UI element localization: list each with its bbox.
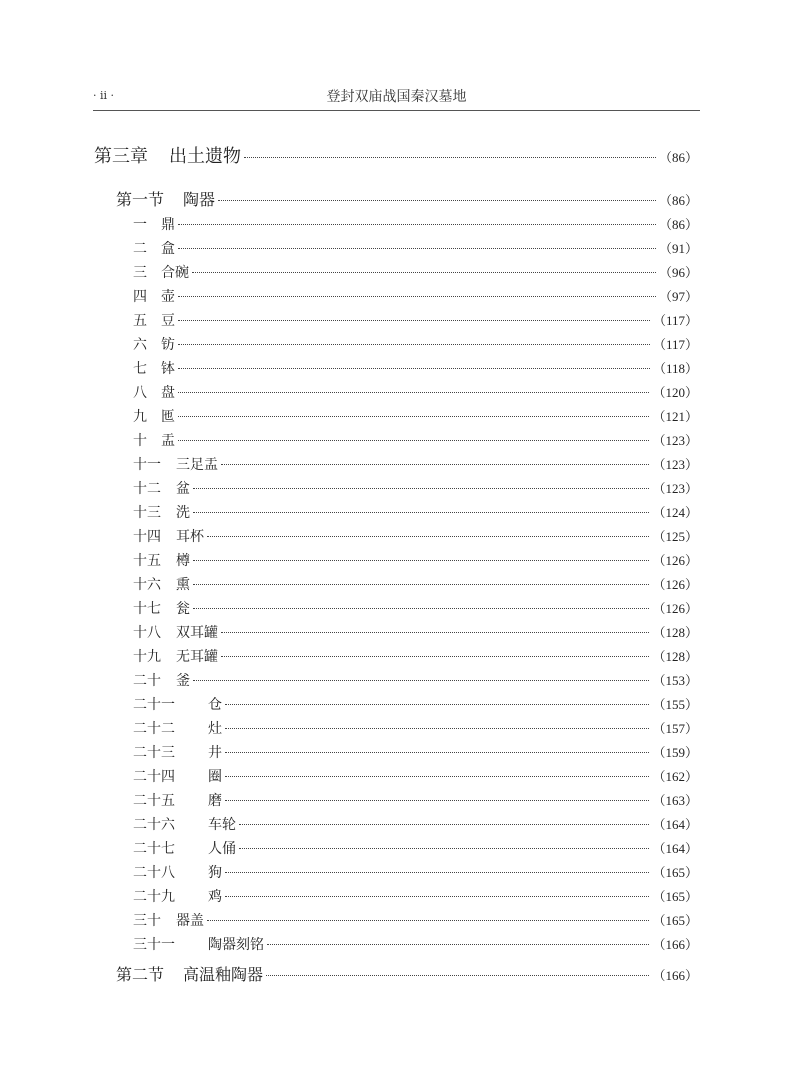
toc-item[interactable] [133, 646, 698, 666]
item-number: 二十 [133, 673, 161, 689]
item-number: 十九 [133, 649, 161, 665]
toc-section-2[interactable] [116, 962, 698, 985]
dot-leader [207, 536, 649, 537]
toc-item[interactable] [133, 910, 698, 930]
page-ref: （124） [652, 505, 698, 520]
dot-leader [207, 920, 649, 921]
toc-item[interactable] [133, 862, 698, 882]
page-ref: （120） [652, 385, 698, 400]
item-title: 车轮 [208, 817, 236, 833]
item-title: 灶 [208, 721, 222, 737]
toc-item[interactable] [133, 838, 698, 858]
dot-leader [225, 728, 649, 729]
dot-leader [239, 848, 649, 849]
toc-item[interactable] [133, 262, 698, 282]
dot-leader [266, 975, 649, 976]
toc-item[interactable] [133, 286, 698, 306]
item-title: 器盖 [176, 913, 204, 929]
item-number: 二十九 [133, 889, 175, 905]
toc-item[interactable] [133, 502, 698, 522]
page-ref: （126） [652, 601, 698, 616]
item-title: 盆 [176, 481, 190, 497]
dot-leader [225, 800, 649, 801]
dot-leader [193, 488, 649, 489]
toc-item[interactable] [133, 718, 698, 738]
item-number: 三十 [133, 913, 161, 929]
page-ref: （97） [658, 289, 698, 304]
item-number: 一 [133, 217, 147, 233]
item-title: 耳杯 [176, 529, 204, 545]
toc-item[interactable] [133, 694, 698, 714]
page-ref: （155） [652, 697, 698, 712]
dot-leader [267, 944, 649, 945]
toc-item[interactable] [133, 358, 698, 378]
toc-item[interactable] [133, 814, 698, 834]
section-number: 第一节 [116, 190, 165, 209]
dot-leader [225, 872, 649, 873]
item-number: 十七 [133, 601, 161, 617]
dot-leader [178, 248, 656, 249]
item-title: 仓 [208, 697, 222, 713]
item-number: 十八 [133, 625, 161, 641]
item-title: 井 [208, 745, 222, 761]
toc-item[interactable] [133, 526, 698, 546]
dot-leader [244, 157, 656, 158]
dot-leader [193, 584, 649, 585]
dot-leader [178, 440, 649, 441]
dot-leader [178, 392, 649, 393]
item-title: 熏 [176, 577, 190, 593]
dot-leader [221, 632, 649, 633]
item-title: 鼎 [161, 217, 175, 233]
item-title: 盘 [161, 385, 175, 401]
toc-item[interactable] [133, 622, 698, 642]
toc-item[interactable] [133, 742, 698, 762]
page-ref: （164） [652, 841, 698, 856]
toc-item[interactable] [133, 238, 698, 258]
item-title: 壶 [161, 289, 175, 305]
toc-item[interactable] [133, 574, 698, 594]
page-ref: （166） [652, 937, 698, 952]
item-title: 人俑 [208, 841, 236, 857]
item-number: 二十八 [133, 865, 175, 881]
item-title: 樽 [176, 553, 190, 569]
page-ref: （123） [652, 457, 698, 472]
item-number: 十一 [133, 457, 161, 473]
item-number: 九 [133, 409, 147, 425]
dot-leader [193, 512, 649, 513]
item-number: 七 [133, 361, 147, 377]
page-ref: （86） [658, 150, 698, 165]
dot-leader [225, 704, 649, 705]
page-ref: （126） [652, 553, 698, 568]
dot-leader [178, 344, 650, 345]
item-title: 鸡 [208, 889, 222, 905]
page-ref: （126） [652, 577, 698, 592]
item-number: 二十五 [133, 793, 175, 809]
item-number: 八 [133, 385, 147, 401]
item-number: 二 [133, 241, 147, 257]
section-title: 高温釉陶器 [183, 965, 264, 984]
item-title: 三足盂 [176, 457, 218, 473]
toc-item[interactable] [133, 670, 698, 690]
item-title: 钵 [161, 361, 175, 377]
section-title: 陶器 [183, 190, 216, 209]
item-title: 瓮 [176, 601, 190, 617]
page-ref: （165） [652, 889, 698, 904]
dot-leader [193, 680, 649, 681]
page-ref: （163） [652, 793, 698, 808]
toc-item[interactable] [133, 382, 698, 402]
item-number: 十三 [133, 505, 161, 521]
page-ref: （159） [652, 745, 698, 760]
toc-item[interactable] [133, 406, 698, 426]
page-ref: （162） [652, 769, 698, 784]
item-title: 钫 [161, 337, 175, 353]
item-title: 狗 [208, 865, 222, 881]
dot-leader [225, 776, 649, 777]
page-ref: （123） [652, 481, 698, 496]
toc-item[interactable] [133, 790, 698, 810]
item-number: 二十一 [133, 697, 175, 713]
item-number: 十六 [133, 577, 161, 593]
page-number: · ii · [93, 89, 115, 102]
dot-leader [225, 896, 649, 897]
page-ref: （91） [658, 241, 698, 256]
item-number: 二十七 [133, 841, 175, 857]
item-title: 匜 [161, 409, 175, 425]
page-ref: （157） [652, 721, 698, 736]
dot-leader [178, 368, 650, 369]
item-number: 二十六 [133, 817, 175, 833]
item-number: 十四 [133, 529, 161, 545]
item-number: 十五 [133, 553, 161, 569]
toc-item[interactable] [133, 214, 698, 234]
page-ref: （153） [652, 673, 698, 688]
book-title: 登封双庙战国秦汉墓地 [326, 89, 467, 105]
page-ref: （164） [652, 817, 698, 832]
dot-leader [178, 416, 649, 417]
page-ref: （166） [652, 968, 698, 983]
item-title: 豆 [161, 313, 175, 329]
item-title: 磨 [208, 793, 222, 809]
item-title: 无耳罐 [176, 649, 218, 665]
item-number: 六 [133, 337, 147, 353]
page-ref: （118） [652, 361, 698, 376]
section-number: 第二节 [116, 965, 165, 984]
chapter-title: 出土遗物 [169, 146, 241, 167]
toc-item[interactable] [133, 766, 698, 786]
dot-leader [221, 656, 649, 657]
item-title: 盂 [161, 433, 175, 449]
dot-leader [178, 224, 656, 225]
toc-item[interactable] [133, 478, 698, 498]
page-ref: （165） [652, 913, 698, 928]
toc-item[interactable] [133, 934, 698, 954]
item-title: 盒 [161, 241, 175, 257]
item-number: 十 [133, 433, 147, 449]
dot-leader [218, 200, 656, 201]
toc-chapter-3[interactable] [94, 142, 698, 168]
page-ref: （96） [658, 265, 698, 280]
page-ref: （128） [652, 649, 698, 664]
page-ref: （165） [652, 865, 698, 880]
item-title: 合碗 [161, 265, 189, 281]
dot-leader [192, 272, 656, 273]
page-ref: （117） [652, 337, 698, 352]
item-title: 洗 [176, 505, 190, 521]
dot-leader [239, 824, 649, 825]
item-title: 圈 [208, 769, 222, 785]
page-ref: （125） [652, 529, 698, 544]
running-header [93, 86, 700, 111]
toc-item[interactable] [133, 550, 698, 570]
page-ref: （123） [652, 433, 698, 448]
toc-item[interactable] [133, 598, 698, 618]
dot-leader [193, 608, 649, 609]
item-number: 三 [133, 265, 147, 281]
item-number: 十二 [133, 481, 161, 497]
item-number: 二十四 [133, 769, 175, 785]
page-ref: （86） [658, 193, 698, 208]
dot-leader [178, 296, 656, 297]
item-title: 釜 [176, 673, 190, 689]
item-number: 三十一 [133, 937, 175, 953]
dot-leader [221, 464, 649, 465]
page-ref: （128） [652, 625, 698, 640]
dot-leader [178, 320, 650, 321]
dot-leader [225, 752, 649, 753]
toc-item[interactable] [133, 310, 698, 330]
page-ref: （117） [652, 313, 698, 328]
item-number: 四 [133, 289, 147, 305]
toc-item[interactable] [133, 886, 698, 906]
page-ref: （121） [652, 409, 698, 424]
toc-item[interactable] [133, 454, 698, 474]
item-title: 陶器刻铭 [208, 937, 264, 953]
toc-item[interactable] [133, 430, 698, 450]
item-number: 二十二 [133, 721, 175, 737]
item-number: 五 [133, 313, 147, 329]
chapter-number: 第三章 [94, 146, 148, 167]
page-ref: （86） [658, 217, 698, 232]
dot-leader [193, 560, 649, 561]
item-title: 双耳罐 [176, 625, 218, 641]
toc-section-1[interactable] [116, 187, 698, 210]
item-number: 二十三 [133, 745, 175, 761]
toc-item[interactable] [133, 334, 698, 354]
